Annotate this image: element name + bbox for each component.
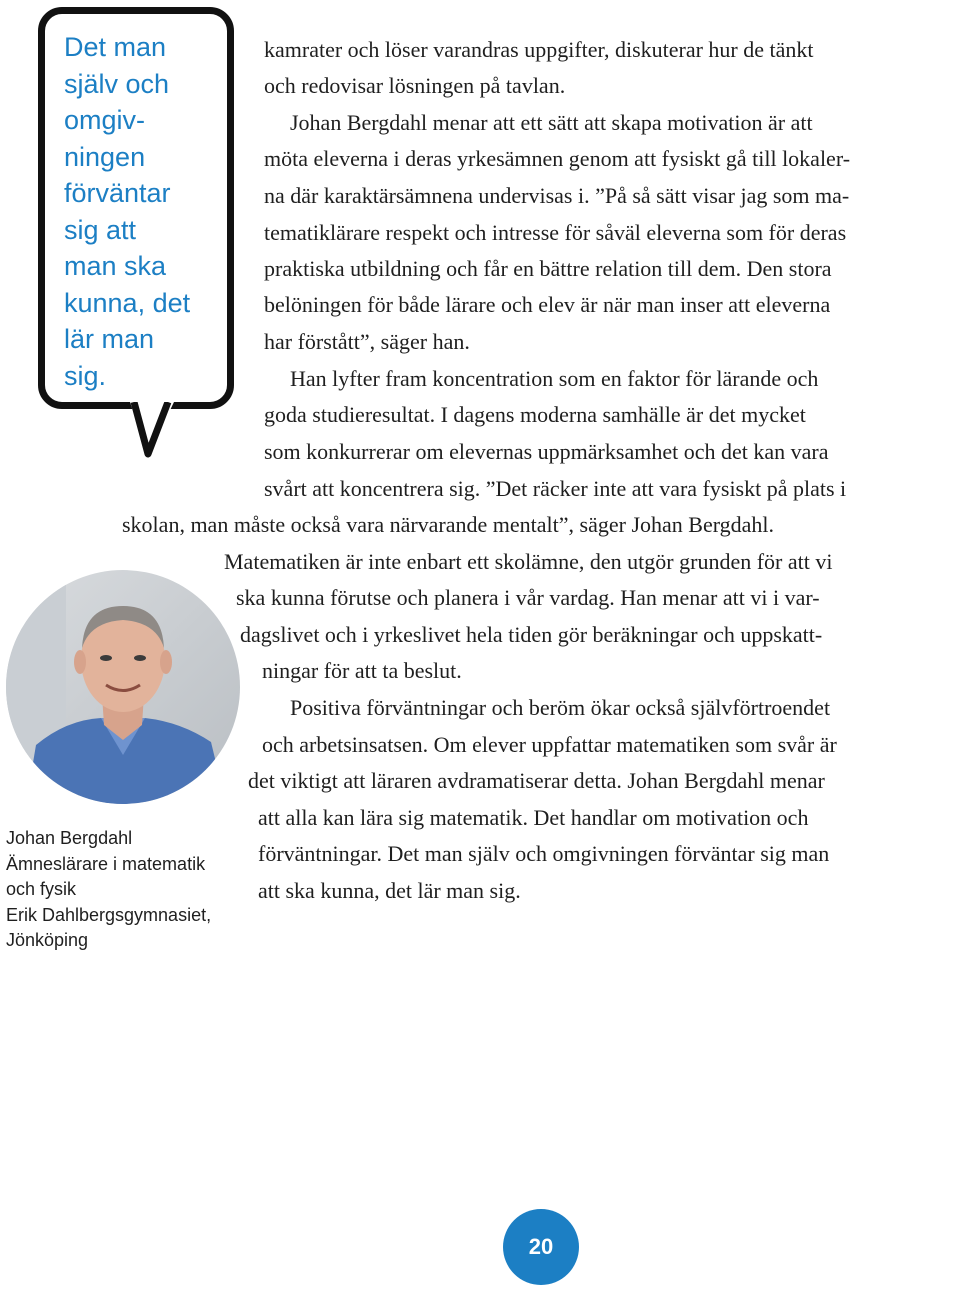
body-text-line: att ska kunna, det lär man sig. <box>258 878 521 903</box>
body-text-line: kamrater och löser varandras uppgifter, diskuterar hur de tänkt <box>264 37 814 62</box>
pull-quote-line: förväntar <box>64 178 171 208</box>
caption-city: Jönköping <box>6 930 89 950</box>
pull-quote-line: Det man <box>64 32 167 62</box>
body-text-line: svårt att koncentrera sig. ”Det räcker inte att vara fysiskt på plats i <box>264 476 847 501</box>
pull-quote-line: omgiv- <box>64 105 146 135</box>
body-text-line: dagslivet och i yrkeslivet hela tiden gör beräkningar och uppskatt- <box>240 622 823 647</box>
page-number: 20 <box>503 1209 579 1285</box>
pull-quote-line: sig att <box>64 214 137 245</box>
body-text-line: och arbetsinsatsen. Om elever uppfattar matematiken som svår är <box>262 732 837 757</box>
body-text-line: praktiska utbildning och får en bättre relation till dem. Den stora <box>264 256 832 281</box>
body-text-line: belöningen för både lärare och elev är när man inser att eleverna <box>264 292 831 317</box>
pull-quote-line: lär man <box>64 324 155 354</box>
body-text-line: Positiva förväntningar och beröm ökar också självförtroendet <box>290 695 831 720</box>
body-text-line: möta eleverna i deras yrkesämnen genom att fysiskt gå till lokaler- <box>264 146 851 171</box>
body-text-line: Matematiken är inte enbart ett skolämne, den utgör grunden för att vi <box>224 549 833 574</box>
caption-name: Johan Bergdahl <box>6 828 133 848</box>
pull-quote <box>64 29 234 394</box>
body-text-line: ningar för att ta beslut. <box>262 658 462 683</box>
pull-quote-line: ningen <box>64 141 146 172</box>
caption-role: och fysik <box>6 879 77 899</box>
portrait-photo <box>6 570 240 804</box>
body-text-line: tematiklärare respekt och intresse för såväl eleverna som för deras <box>264 220 847 245</box>
pull-quote-line: man ska <box>64 251 167 281</box>
caption-role: Ämneslärare i matematik <box>6 853 206 874</box>
body-text-line: Johan Bergdahl menar att ett sätt att skapa motivation är att <box>290 110 813 135</box>
body-text-line: ska kunna förutse och planera i vår vardag. Han menar att vi i var- <box>236 585 820 610</box>
pull-quote-line: kunna, det <box>64 287 191 318</box>
body-text-line: har förstått”, säger han. <box>264 329 470 354</box>
body-text-line: och redovisar lösningen på tavlan. <box>264 73 566 98</box>
body-text-line: att alla kan lära sig matematik. Det handlar om motivation och <box>258 805 809 830</box>
body-text-line: na där karaktärsämnena undervisas i. ”På så sätt visar jag som ma- <box>264 183 850 208</box>
pull-quote-line: sig. <box>64 360 107 391</box>
body-text-line: det viktigt att läraren avdramatiserar detta. Johan Bergdahl menar <box>248 768 825 793</box>
portrait-caption <box>6 826 246 954</box>
pull-quote-line: själv och <box>64 68 170 99</box>
body-text-line: förväntningar. Det man själv och omgivningen förväntar sig man <box>258 841 830 866</box>
speech-bubble-tail <box>130 402 180 460</box>
body-text-line: goda studieresultat. I dagens moderna samhälle är det mycket <box>264 402 806 427</box>
caption-school: Erik Dahlbergsgymnasiet, <box>6 904 212 925</box>
body-text-line: skolan, man måste också vara närvarande mentalt”, säger Johan Bergdahl. <box>122 512 775 537</box>
body-text-line: Han lyfter fram koncentration som en faktor för lärande och <box>290 366 819 391</box>
body-text-line: som konkurrerar om elevernas uppmärksamhet och det kan vara <box>264 439 829 464</box>
